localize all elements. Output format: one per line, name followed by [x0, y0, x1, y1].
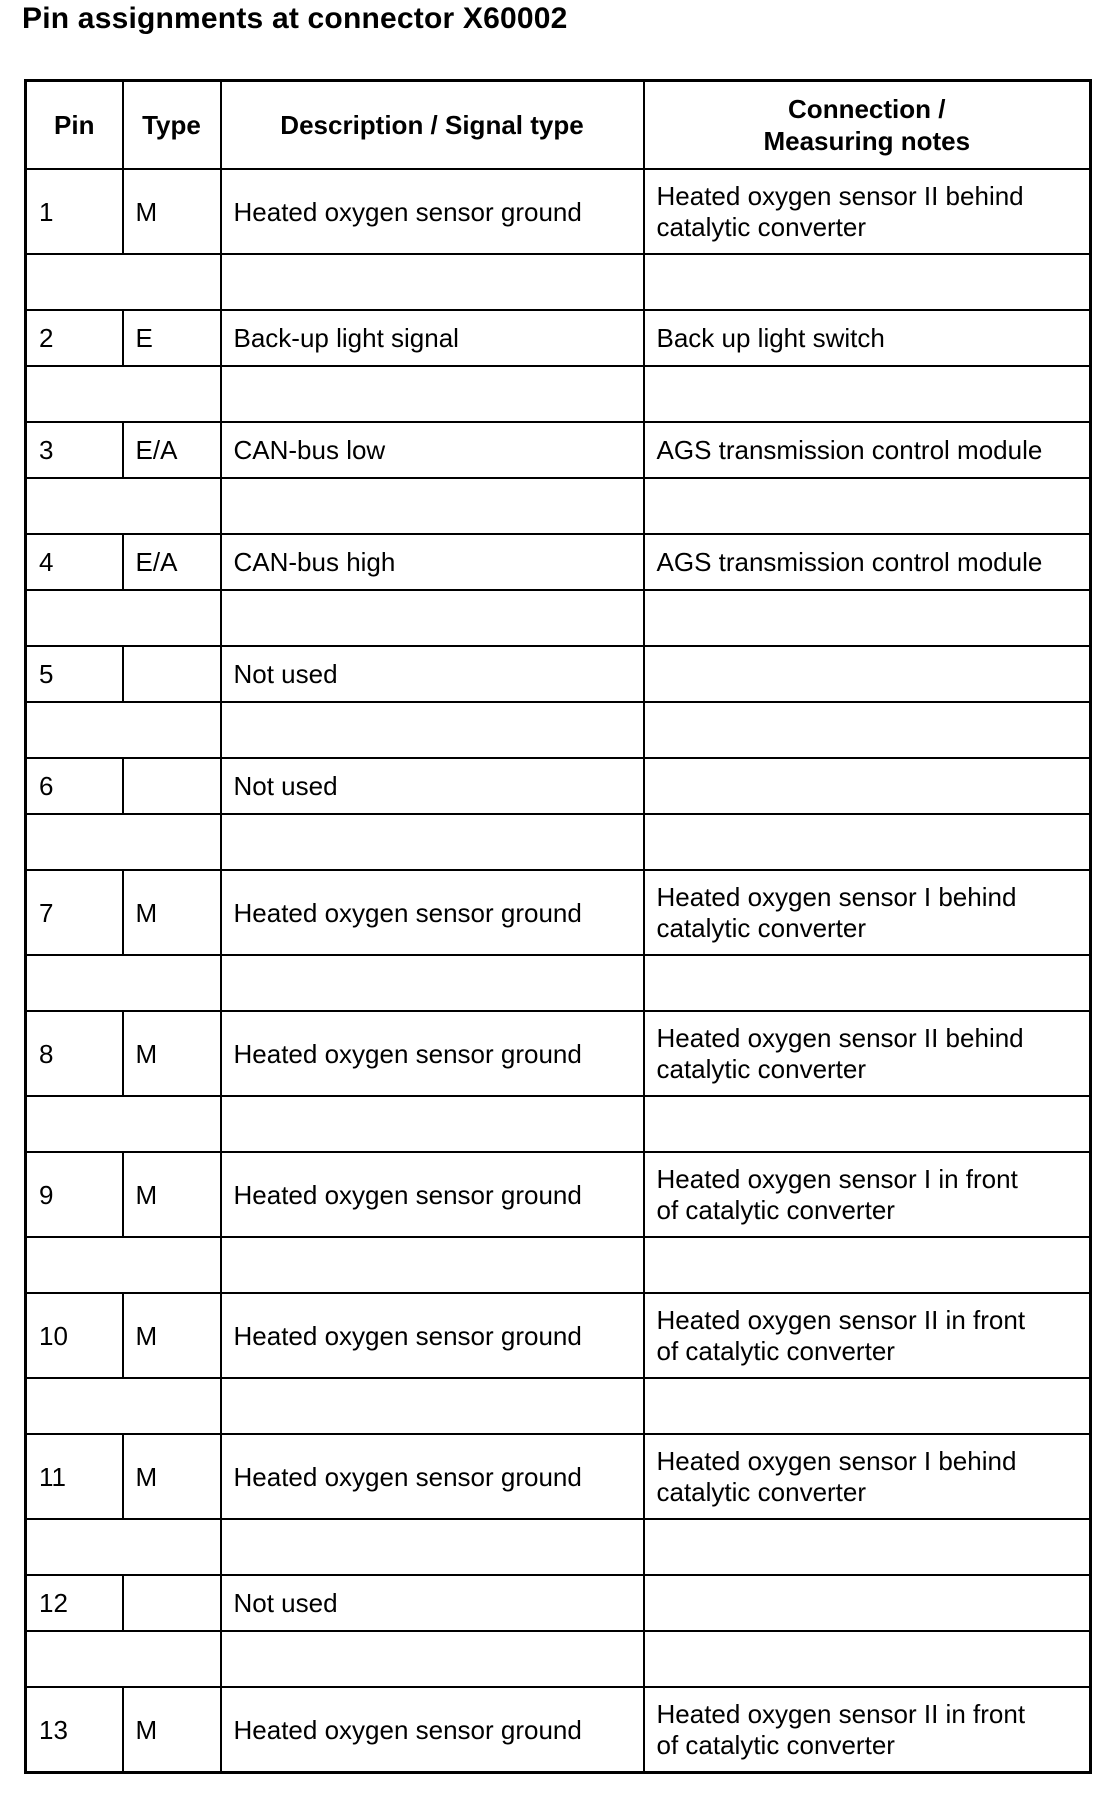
- spacer-cell: [26, 478, 221, 534]
- connection-note-cell: [644, 758, 1091, 814]
- type-cell: E/A: [123, 534, 221, 590]
- connection-note-cell: [644, 1011, 1091, 1096]
- spacer-cell: [26, 1631, 221, 1687]
- spacer-cell: [221, 1519, 644, 1575]
- table-row: [26, 1575, 1091, 1631]
- table-row: [26, 534, 1091, 590]
- pin-cell: 8: [26, 1011, 123, 1096]
- pin-cell: 3: [26, 422, 123, 478]
- spacer-cell: [644, 1378, 1091, 1434]
- description-cell: CAN-bus low: [221, 422, 644, 478]
- connection-note-line2: of catalytic converter: [656, 1194, 895, 1225]
- spacer-cell: [644, 1096, 1091, 1152]
- type-cell: E: [123, 310, 221, 366]
- type-cell: M: [123, 169, 221, 254]
- spacer-cell: [26, 1519, 221, 1575]
- connection-note-cell: [644, 1293, 1091, 1378]
- table-row: [26, 870, 1091, 955]
- type-cell: E/A: [123, 422, 221, 478]
- spacer-row: [26, 590, 1091, 646]
- type-cell: M: [123, 1293, 221, 1378]
- connection-note-line1: Heated oxygen sensor II in front: [656, 1698, 1026, 1729]
- type-cell: M: [123, 1434, 221, 1519]
- type-cell: M: [123, 1687, 221, 1773]
- spacer-cell: [644, 254, 1091, 310]
- pin-cell: 11: [26, 1434, 123, 1519]
- table-row: [26, 169, 1091, 254]
- type-cell: [123, 758, 221, 814]
- connection-note-cell: [644, 169, 1091, 254]
- description-cell: Not used: [221, 646, 644, 702]
- spacer-cell: [26, 1378, 221, 1434]
- connection-note-line1: Heated oxygen sensor I behind: [656, 881, 1017, 912]
- spacer-cell: [221, 366, 644, 422]
- spacer-cell: [644, 955, 1091, 1011]
- table-row: [26, 310, 1091, 366]
- table-body: [26, 169, 1091, 1773]
- type-cell: M: [123, 870, 221, 955]
- connection-note-line2: catalytic converter: [656, 1053, 867, 1084]
- header-connection-line2: Measuring notes: [763, 126, 971, 156]
- spacer-cell: [644, 702, 1091, 758]
- pin-cell: 10: [26, 1293, 123, 1378]
- spacer-cell: [26, 955, 221, 1011]
- connection-note-cell: [644, 1687, 1091, 1773]
- pin-cell: 6: [26, 758, 123, 814]
- spacer-cell: [26, 366, 221, 422]
- spacer-cell: [644, 478, 1091, 534]
- type-cell: M: [123, 1011, 221, 1096]
- table-row: [26, 1152, 1091, 1237]
- spacer-row: [26, 254, 1091, 310]
- spacer-cell: [221, 254, 644, 310]
- connection-note-cell: [644, 1434, 1091, 1519]
- table-row: [26, 758, 1091, 814]
- spacer-row: [26, 702, 1091, 758]
- connection-note-line2: catalytic converter: [656, 912, 867, 943]
- spacer-cell: [26, 1237, 221, 1293]
- description-cell: Heated oxygen sensor ground: [221, 1687, 644, 1773]
- type-cell: [123, 1575, 221, 1631]
- spacer-cell: [221, 590, 644, 646]
- description-cell: Heated oxygen sensor ground: [221, 870, 644, 955]
- pin-cell: 5: [26, 646, 123, 702]
- description-cell: Heated oxygen sensor ground: [221, 1293, 644, 1378]
- pin-cell: 4: [26, 534, 123, 590]
- description-cell: Heated oxygen sensor ground: [221, 1152, 644, 1237]
- spacer-cell: [26, 702, 221, 758]
- connection-note-cell: [644, 534, 1091, 590]
- table-row: [26, 1011, 1091, 1096]
- table-row: [26, 422, 1091, 478]
- spacer-cell: [221, 955, 644, 1011]
- spacer-cell: [644, 590, 1091, 646]
- spacer-cell: [644, 814, 1091, 870]
- spacer-cell: [221, 814, 644, 870]
- connection-note-line2: of catalytic converter: [656, 1335, 895, 1366]
- spacer-cell: [221, 478, 644, 534]
- connection-note-line1: AGS transmission control module: [656, 546, 1043, 577]
- type-cell: [123, 646, 221, 702]
- spacer-cell: [644, 1519, 1091, 1575]
- spacer-cell: [644, 1631, 1091, 1687]
- connection-note-line1: Heated oxygen sensor I behind: [656, 1445, 1017, 1476]
- spacer-row: [26, 814, 1091, 870]
- connection-note-cell: [644, 422, 1091, 478]
- connection-note-cell: [644, 1575, 1091, 1631]
- header-pin: Pin: [26, 81, 123, 170]
- connection-note-cell: [644, 310, 1091, 366]
- pin-cell: 9: [26, 1152, 123, 1237]
- spacer-cell: [221, 702, 644, 758]
- spacer-row: [26, 1237, 1091, 1293]
- spacer-row: [26, 366, 1091, 422]
- description-cell: Heated oxygen sensor ground: [221, 169, 644, 254]
- connection-note-cell: [644, 646, 1091, 702]
- connection-note-line2: catalytic converter: [656, 1476, 867, 1507]
- page-title: Pin assignments at connector X60002: [22, 2, 568, 35]
- spacer-row: [26, 1519, 1091, 1575]
- description-cell: Heated oxygen sensor ground: [221, 1011, 644, 1096]
- spacer-cell: [221, 1096, 644, 1152]
- spacer-cell: [221, 1631, 644, 1687]
- pin-cell: 13: [26, 1687, 123, 1773]
- spacer-cell: [221, 1378, 644, 1434]
- spacer-cell: [26, 1096, 221, 1152]
- spacer-cell: [644, 366, 1091, 422]
- pin-cell: 2: [26, 310, 123, 366]
- spacer-cell: [26, 814, 221, 870]
- spacer-cell: [644, 1237, 1091, 1293]
- header-type: Type: [123, 81, 221, 170]
- spacer-row: [26, 478, 1091, 534]
- spacer-row: [26, 1631, 1091, 1687]
- pin-cell: 1: [26, 169, 123, 254]
- type-cell: M: [123, 1152, 221, 1237]
- spacer-row: [26, 955, 1091, 1011]
- connection-note-line2: of catalytic converter: [656, 1729, 895, 1760]
- connection-note-line1: AGS transmission control module: [656, 434, 1043, 465]
- connection-note-line1: Heated oxygen sensor I in front: [656, 1163, 1018, 1194]
- pin-cell: 12: [26, 1575, 123, 1631]
- table-row: [26, 1434, 1091, 1519]
- table-header-row: [26, 81, 1091, 170]
- table-row: [26, 1687, 1091, 1773]
- description-cell: Not used: [221, 1575, 644, 1631]
- connection-note-line2: catalytic converter: [656, 211, 867, 242]
- connection-note-line1: Heated oxygen sensor II in front: [656, 1304, 1026, 1335]
- description-cell: Back-up light signal: [221, 310, 644, 366]
- pin-cell: 7: [26, 870, 123, 955]
- description-cell: Not used: [221, 758, 644, 814]
- description-cell: Heated oxygen sensor ground: [221, 1434, 644, 1519]
- spacer-cell: [26, 590, 221, 646]
- connection-note-line1: Heated oxygen sensor II behind: [656, 180, 1024, 211]
- table-row: [26, 646, 1091, 702]
- connection-note-line1: Back up light switch: [656, 322, 885, 353]
- spacer-cell: [221, 1237, 644, 1293]
- description-cell: CAN-bus high: [221, 534, 644, 590]
- header-description: Description / Signal type: [221, 81, 644, 170]
- table-row: [26, 1293, 1091, 1378]
- spacer-cell: [26, 254, 221, 310]
- connection-note-line1: Heated oxygen sensor II behind: [656, 1022, 1024, 1053]
- connection-note-cell: [644, 870, 1091, 955]
- header-connection: [644, 81, 1091, 170]
- header-connection-line1: Connection /: [788, 94, 946, 124]
- spacer-row: [26, 1378, 1091, 1434]
- connection-note-cell: [644, 1152, 1091, 1237]
- pin-assignment-table: [24, 79, 1092, 1774]
- spacer-row: [26, 1096, 1091, 1152]
